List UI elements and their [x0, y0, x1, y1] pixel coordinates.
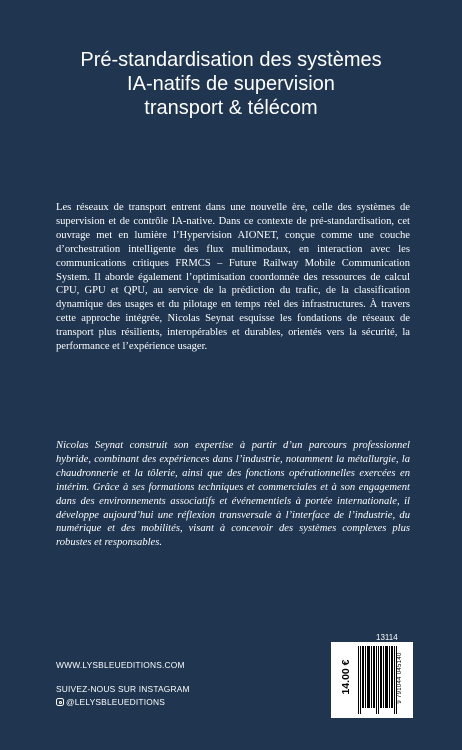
title-line: transport & télécom — [144, 97, 318, 119]
title-line: IA-natifs de supervision — [127, 73, 335, 95]
barcode-icon — [357, 646, 397, 714]
reference-number: 13114 — [376, 633, 398, 642]
book-title — [40, 48, 422, 120]
synopsis-paragraph: Les réseaux de transport entrent dans une nouvelle ère, celle des systèmes de supervision et de contrôle IA-native. Dans ce contexte de pré-standardisation, cet ouvrage met en lumière l’Hypervision AIONET, conçue comme une couche d’orchestration intelligente des flux multimodaux, en interaction avec les communications critiques FRMCS – Future Railway Mobile Communication System. Il aborde également l’optimisation coordonnée des ressources de calcul CPU, GPU et QPU, au service de la prédiction du trafic, de la classification dynamique des usages et du pilotage en temps réel des infrastructures. À travers cette approche intégrée, Nicolas Seynat esquisse les fondations de réseaux de transport plus résilients, interopérables et durables, orientés vers la sécurité, la performance et l’expérience usager. — [56, 202, 410, 353]
price-label: 14.00 € — [340, 659, 352, 695]
instagram-handle: @LELYSBLEUEDITIONS — [66, 697, 165, 707]
title-line: Pré-standardisation des systèmes — [80, 49, 382, 71]
instagram-follow-label: SUIVEZ-NOUS SUR INSTAGRAM — [56, 684, 190, 694]
instagram-icon — [56, 698, 64, 706]
publisher-website[interactable]: WWW.LYSBLEUEDITIONS.COM — [56, 660, 185, 670]
isbn-number: 9 791044 045140 — [397, 652, 403, 704]
author-bio-paragraph: Nicolas Seynat construit son expertise à partir d’un parcours professionnel hybride, combinant des expériences dans l’industrie, notamment la métallurgie, la chaudronnerie et la tôlerie, ainsi que des fonctions opérationnelles exercées en intérim. Grâce à ses formations techniques et commerciales et à son engagement dans des environnements associatifs et événementiels à portée internationale, il développe aujourd’hui une réflexion transversale à l’interface de l’industrie, du numérique et des mobilités, visant à concevoir des systèmes complexes plus robustes et responsables. — [56, 440, 410, 549]
instagram-link[interactable] — [56, 697, 165, 707]
barcode-area — [331, 642, 413, 718]
